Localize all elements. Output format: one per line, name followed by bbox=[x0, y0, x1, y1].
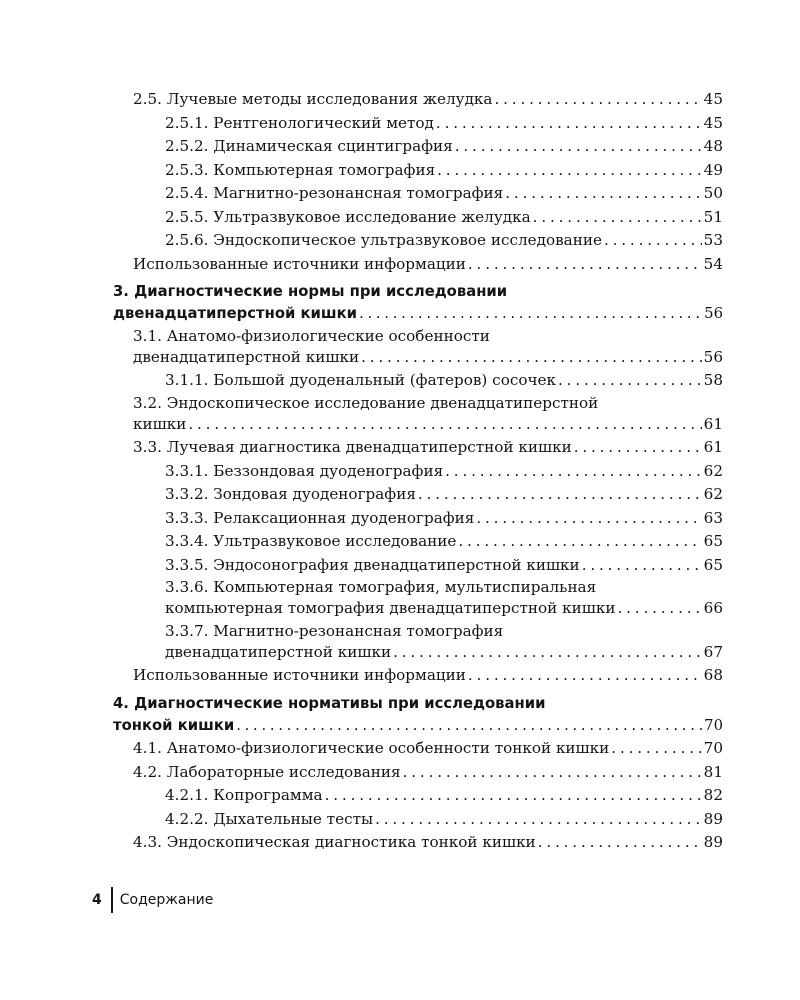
dot-leader bbox=[604, 229, 702, 253]
toc-entry-title: 3.3.7. Магнитно-резонансная томография bbox=[165, 621, 504, 640]
toc-entry-title-cont: двенадцатиперстной кишки bbox=[165, 642, 392, 661]
toc-entry-title: 4. Диагностические нормативы при исследовании bbox=[113, 694, 546, 712]
toc-entry[interactable] bbox=[113, 831, 723, 855]
toc-entry-title: 3.3.2. Зондовая дуоденография bbox=[165, 485, 416, 503]
dot-leader bbox=[558, 369, 702, 393]
toc-entry-title: 2.5.6. Эндоскопическое ультразвуковое исследование bbox=[165, 231, 602, 249]
toc-entry-page: 81 bbox=[703, 762, 723, 781]
dot-leader bbox=[618, 597, 702, 621]
toc-entry-page: 70 bbox=[704, 716, 723, 734]
toc-entry[interactable] bbox=[113, 182, 723, 206]
toc-entry-page: 63 bbox=[703, 508, 723, 527]
toc-entry-page: 58 bbox=[703, 371, 723, 389]
toc-entry[interactable] bbox=[113, 507, 723, 531]
dot-leader bbox=[455, 135, 702, 159]
toc-entry-title: 3.2. Эндоскопическое исследование двенадцатиперстной bbox=[133, 393, 599, 412]
dot-leader bbox=[476, 507, 701, 531]
toc-entry-page: 45 bbox=[703, 113, 723, 132]
toc-entry-page: 70 bbox=[703, 739, 723, 757]
toc-entry[interactable] bbox=[113, 761, 723, 785]
toc-entry[interactable] bbox=[113, 436, 723, 460]
dot-leader bbox=[574, 436, 702, 460]
toc-chapter[interactable] bbox=[113, 694, 723, 738]
toc-entry-page: 89 bbox=[703, 833, 723, 851]
toc-entry-page: 82 bbox=[703, 786, 723, 804]
toc-entry-title: 2.5.3. Компьютерная томография bbox=[165, 160, 436, 179]
toc-entry-page: 62 bbox=[703, 485, 723, 503]
toc-entry-title: 4.2. Лабораторные исследования bbox=[133, 762, 401, 781]
dot-leader bbox=[436, 112, 702, 136]
toc-entry-title-cont: двенадцатиперстной кишки bbox=[113, 305, 358, 322]
toc-entry[interactable] bbox=[113, 112, 723, 136]
dot-leader bbox=[393, 641, 702, 665]
toc-entry[interactable] bbox=[113, 229, 723, 253]
toc-entry-page: 45 bbox=[703, 90, 723, 108]
dot-leader bbox=[445, 460, 702, 484]
running-header-section: Содержание bbox=[119, 892, 214, 908]
toc-entry-page: 61 bbox=[703, 414, 723, 433]
toc-entry-page: 53 bbox=[703, 231, 723, 249]
dot-leader bbox=[538, 831, 702, 855]
toc-entry[interactable] bbox=[113, 577, 723, 621]
toc-entry[interactable] bbox=[113, 808, 723, 832]
dot-leader bbox=[437, 159, 702, 183]
toc-entry[interactable] bbox=[113, 483, 723, 507]
dot-leader bbox=[403, 761, 702, 785]
toc-entry-title: 3.3.4. Ультразвуковое исследование bbox=[165, 532, 457, 550]
toc-entry-page: 65 bbox=[703, 555, 723, 574]
toc-entry-title: 2.5.5. Ультразвуковое исследование желудка bbox=[165, 207, 531, 226]
dot-leader bbox=[325, 784, 702, 808]
toc-entry-page: 54 bbox=[703, 254, 723, 273]
dot-leader bbox=[533, 206, 702, 230]
toc-entry-page: 49 bbox=[703, 160, 723, 179]
toc-entry-title: 3.1.1. Большой дуоденальный (фатеров) сосочек bbox=[165, 371, 557, 389]
dot-leader bbox=[494, 88, 701, 112]
toc-entry[interactable] bbox=[113, 460, 723, 484]
toc-entry[interactable] bbox=[113, 621, 723, 665]
toc-entry[interactable] bbox=[113, 393, 723, 437]
toc-entry[interactable] bbox=[113, 737, 723, 761]
toc-entry-title: 2.5.1. Рентгенологический метод bbox=[165, 113, 434, 132]
dot-leader bbox=[361, 346, 702, 370]
toc-chapter[interactable] bbox=[113, 282, 723, 326]
toc-entry[interactable] bbox=[113, 253, 723, 277]
toc-entry-title: Использованные источники информации bbox=[133, 666, 466, 684]
toc-entry[interactable] bbox=[113, 135, 723, 159]
toc-entry-page: 66 bbox=[703, 599, 723, 617]
dot-leader bbox=[359, 302, 702, 326]
dot-leader bbox=[611, 737, 701, 761]
toc-entry-title: 4.3. Эндоскопическая диагностика тонкой кишки bbox=[133, 833, 536, 851]
toc-entry-title: Использованные источники информации bbox=[133, 254, 466, 273]
toc-entry-page: 56 bbox=[703, 347, 723, 366]
toc-entry[interactable] bbox=[113, 554, 723, 578]
toc-entry-page: 89 bbox=[703, 809, 723, 828]
dot-leader bbox=[505, 182, 701, 206]
toc-entry-page: 50 bbox=[703, 184, 723, 202]
toc-entry-page: 68 bbox=[703, 666, 723, 684]
toc-entry-title: 3. Диагностические нормы при исследовании bbox=[113, 283, 508, 300]
toc-entry-title: 3.3.6. Компьютерная томография, мультиспиральная bbox=[165, 578, 597, 596]
toc-entry-title-cont: двенадцатиперстной кишки bbox=[133, 347, 360, 366]
dot-leader bbox=[418, 483, 702, 507]
toc-entry-title-cont: кишки bbox=[133, 414, 187, 433]
dot-leader bbox=[582, 554, 702, 578]
toc-entry-page: 65 bbox=[703, 532, 723, 550]
toc-entry-title: 3.3.1. Беззондовая дуоденография bbox=[165, 461, 444, 480]
dot-leader bbox=[188, 413, 701, 437]
toc-entry[interactable] bbox=[113, 664, 723, 688]
toc-entry-title: 3.1. Анатомо-физиологические особенности bbox=[133, 326, 490, 345]
dot-leader bbox=[375, 808, 702, 832]
toc-entry-title: 2.5.4. Магнитно-резонансная томография bbox=[165, 184, 504, 202]
toc-entry-title: 4.1. Анатомо-физиологические особенности тонкой кишки bbox=[133, 739, 610, 757]
table-of-contents bbox=[113, 88, 723, 855]
footer-divider bbox=[111, 887, 113, 913]
toc-entry-page: 61 bbox=[703, 438, 723, 456]
toc-entry-title: 3.3.5. Эндосонография двенадцатиперстной кишки bbox=[165, 555, 580, 574]
toc-entry[interactable] bbox=[113, 530, 723, 554]
toc-entry[interactable] bbox=[113, 326, 723, 370]
dot-leader bbox=[236, 714, 702, 738]
toc-entry[interactable] bbox=[113, 369, 723, 393]
toc-entry-page: 48 bbox=[703, 137, 723, 155]
toc-entry-title: 2.5.2. Динамическая сцинтиграфия bbox=[165, 137, 453, 155]
toc-entry[interactable] bbox=[113, 88, 723, 112]
toc-entry-page: 62 bbox=[703, 461, 723, 480]
toc-entry[interactable] bbox=[113, 206, 723, 230]
toc-entry-page: 51 bbox=[703, 207, 723, 226]
toc-entry[interactable] bbox=[113, 159, 723, 183]
dot-leader bbox=[458, 530, 701, 554]
toc-entry[interactable] bbox=[113, 784, 723, 808]
toc-entry-title: 3.3.3. Релаксационная дуоденография bbox=[165, 508, 475, 527]
toc-entry-title: 3.3. Лучевая диагностика двенадцатиперстной кишки bbox=[133, 438, 572, 456]
toc-entry-page: 56 bbox=[704, 305, 723, 322]
dot-leader bbox=[468, 664, 702, 688]
toc-entry-title-cont: компьютерная томография двенадцатиперстной кишки bbox=[165, 599, 616, 617]
dot-leader bbox=[468, 253, 702, 277]
toc-entry-title: 4.2.2. Дыхательные тесты bbox=[165, 809, 374, 828]
toc-entry-title-cont: тонкой кишки bbox=[113, 716, 235, 734]
page-footer bbox=[92, 887, 213, 913]
page-number: 4 bbox=[92, 892, 102, 908]
toc-entry-page: 67 bbox=[703, 642, 723, 661]
toc-entry-title: 4.2.1. Копрограмма bbox=[165, 786, 323, 804]
toc-entry-title: 2.5. Лучевые методы исследования желудка bbox=[133, 90, 493, 108]
